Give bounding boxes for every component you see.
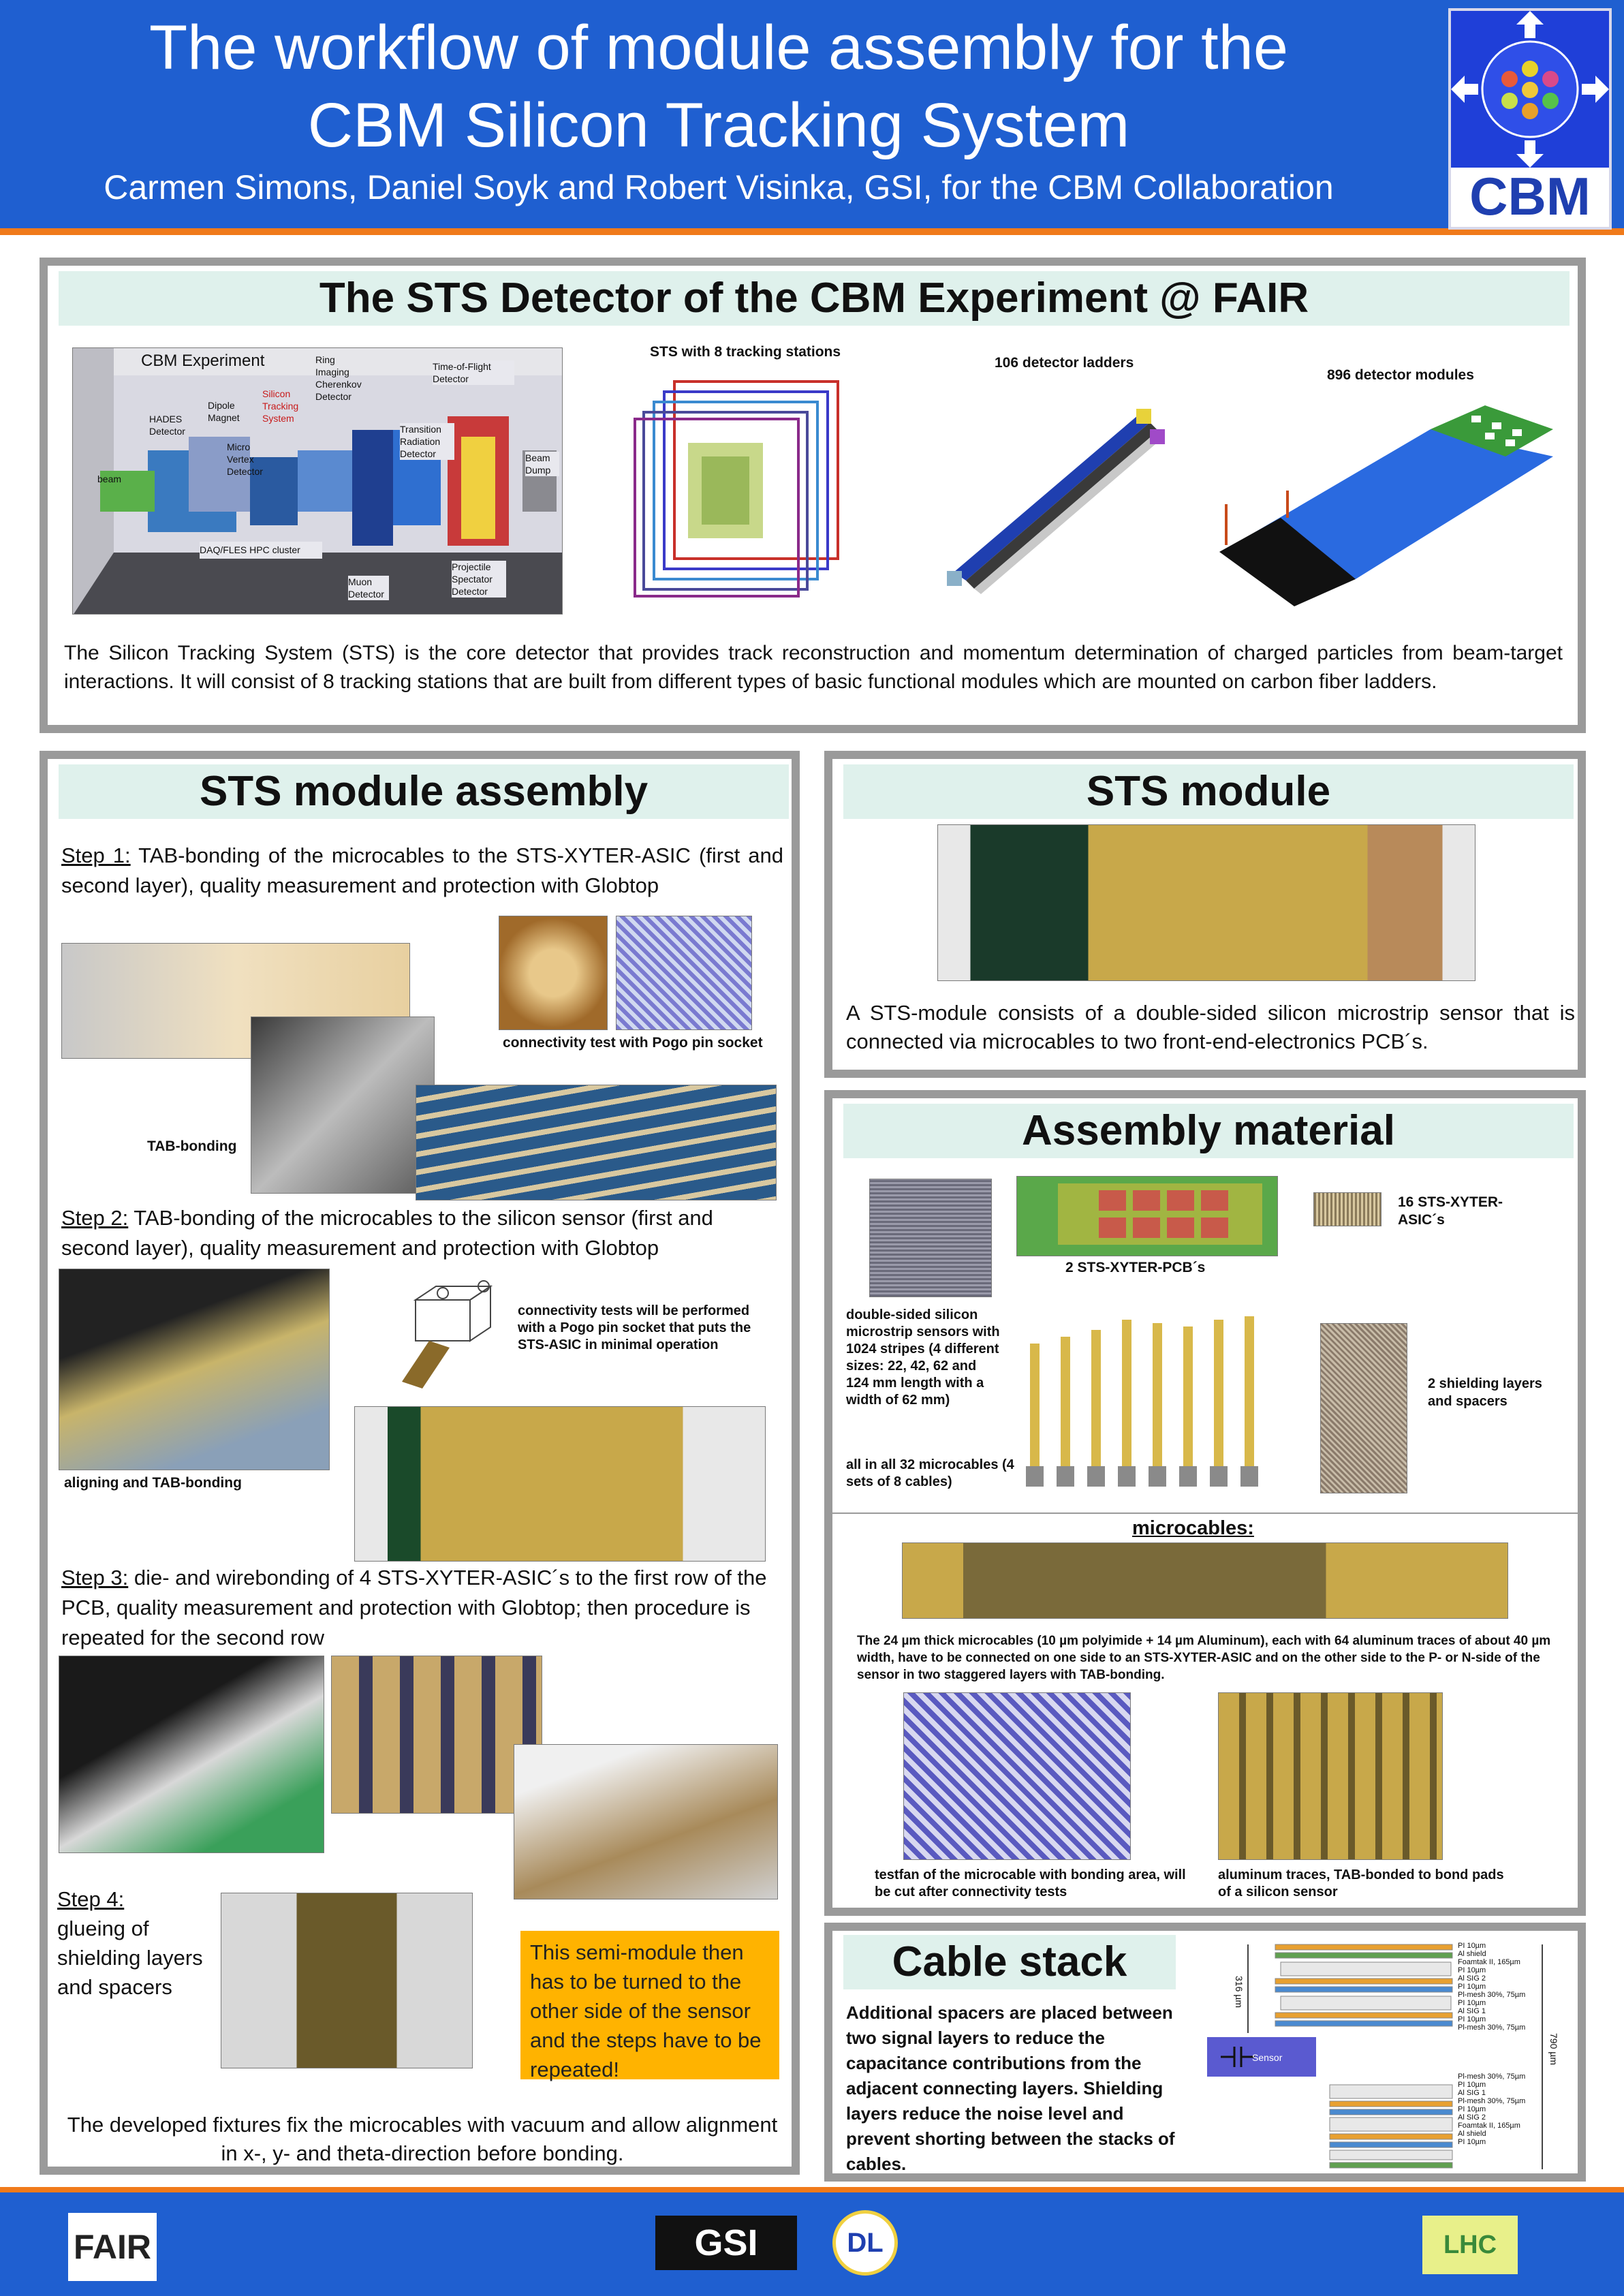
poster-footer [0,2187,1624,2296]
cable-stack-diagram [1193,1938,1568,2176]
cbm-exp-label-dipole: Dipole Magnet [208,400,240,423]
layer-label: Pl-mesh 30%, 75µm [1458,2073,1526,2081]
poster-header [0,0,1624,235]
dl-logo-text: DL [847,2227,884,2258]
step2-photo-align [59,1269,330,1470]
sts-stations-image [627,368,852,600]
step2-text [61,1203,783,1263]
pogo-socket-sketch-icon [402,1273,497,1389]
cbm-logo-text: CBM [1469,166,1591,226]
microcables-set-image [1016,1303,1275,1495]
lhc-logo-text: LHC [1443,2230,1497,2259]
sts-module-description: A STS-module consists of a double-sided silicon microstrip sensor that is connected via microcables to two front-end-electronics PCB´s. [846,1001,1575,1053]
step1-description: TAB-bonding of the microcables to the STS-XYTER-ASIC (first and second layer), quality measurement and protection with Globtop [61,843,783,897]
sts-stations-illustration [627,368,852,600]
poster-title-line2: CBM Silicon Tracking System [307,91,1130,160]
semi-module-callout: This semi-module then has to be turned to the other side of the sensor and the steps have to be repeated! [520,1931,779,2079]
cbm-logo-icon [1451,11,1609,168]
layer-label: PI 10µm [1458,1983,1486,1991]
layer-label: Al SIG 1 [1458,2089,1486,2097]
sts-module-title: STS module [843,764,1574,819]
layer-label: Foamtak II, 165µm [1458,1958,1520,1966]
layer-label: Pl-mesh 30%, 75µm [1458,2023,1526,2032]
pcb-illustration [1017,1177,1278,1256]
step3-label: Step 3: [61,1566,129,1589]
step1-caption-pogo: connectivity test with Pogo pin socket [503,1035,763,1051]
fair-logo-text: FAIR [74,2228,151,2266]
layer-label: PI 10µm [1458,2015,1486,2023]
cbm-exp-label-beam: beam [97,474,122,484]
step3-photo-handling [514,1744,778,1899]
dl-logo [832,2210,898,2276]
layer-label: PI 10µm [1458,1966,1486,1974]
cbm-exp-label-muon: Muon Detector [348,576,389,600]
shielding-caption: 2 shielding layers and spacers [1428,1376,1542,1409]
step1-caption-tab: TAB-bonding [147,1138,237,1154]
cbm-logo [1448,8,1612,230]
layer-label: PI 10µm [1458,2081,1486,2089]
step1-text [61,841,783,901]
pcb-caption: 2 STS-XYTER-PCB´s [1065,1260,1206,1275]
poster-title-line1: The workflow of module assembly for the [149,13,1289,82]
sts-detector-panel [40,258,1586,733]
caption-stations: STS with 8 tracking stations [650,344,841,360]
detector-ladders-image [933,402,1178,606]
step3-photo-bonder [59,1656,324,1853]
gsi-logo-text: GSI [694,2222,758,2263]
cbm-experiment-image [72,347,563,615]
detector-modules-image [1199,402,1553,606]
layer-label: Al SIG 2 [1458,2113,1486,2122]
microcables-set-illustration [1016,1303,1275,1495]
cable-stack-layer-labels [1458,1942,1542,2146]
layer-label: PI 10µm [1458,1942,1486,1950]
layer-label: PI 10µm [1458,1999,1486,2007]
cbm-exp-label-trd: Transition Radiation Detector [400,423,454,460]
step3-text [61,1563,783,1653]
detector-modules-illustration [1199,402,1553,606]
assembly-material-panel [824,1090,1586,1916]
layer-label: Al SIG 2 [1458,1974,1486,1983]
cbm-exp-label-beam-dump: Beam Dump [525,452,559,476]
step1-photo-socket [499,916,608,1030]
step2-caption-conn: connectivity tests will be performed with a Pogo pin socket that puts the STS-ASIC in minimal operation [518,1303,751,1352]
step3-photo-asics [331,1656,542,1814]
cable-stack-panel [824,1923,1586,2182]
cbm-exp-label-daq: DAQ/FLES HPC cluster [200,542,322,559]
layer-label: Foamtak II, 165µm [1458,2122,1520,2130]
cbm-exp-label-hades: HADES Detector [149,414,185,437]
sts-detector-title: The STS Detector of the CBM Experiment @ FAIR [59,271,1570,326]
gsi-logo [655,2216,797,2270]
asic-caption: 16 STS-XYTER-ASIC´s [1398,1194,1503,1228]
module-assembly-panel [40,751,800,2175]
assembly-material-title: Assembly material [843,1104,1574,1158]
microcable-photo [902,1542,1508,1619]
sts-detector-description: The Silicon Tracking System (STS) is the core detector that provides track reconstruction and momentum determination of charged particles from beam-target interactions. It will consist of 8 tracking stations that are built from different types of basic functional modules which are mounted on carbon fiber ladders. [64,642,1563,693]
layer-label: Pl-mesh 30%, 75µm [1458,2097,1526,2105]
cable-stack-dim-top: 316 µm [1234,1976,1245,2008]
fixtures-note: The developed fixtures fix the microcables with vacuum and allow alignment in x-, y- and theta-direction before bonding. [67,2113,778,2165]
cbm-exp-label-tof: Time-of-Flight Detector [433,360,514,385]
step2-socket-sketch [402,1273,497,1389]
step4-label-block [57,1884,234,2002]
pcb-photo [1016,1176,1278,1256]
layer-label: Al SIG 1 [1458,2007,1486,2015]
layer-label: Al shield [1458,2130,1486,2138]
step2-description: TAB-bonding of the microcables to the silicon sensor (first and second layer), quality measurement and protection with Globtop [61,1206,713,1260]
microcables-description: The 24 µm thick microcables (10 µm polyimide + 14 µm Aluminum), each with 64 aluminum traces of about 40 µm width, have to be connected on one side to an STS-XYTER-ASIC and on the other side to the P- or N-side of the sensor in two staggered layers with TAB-bonding. [857,1634,1551,1682]
layer-label: Pl-mesh 30%, 75µm [1458,1991,1526,1999]
sts-module-photo [937,824,1475,981]
cbm-exp-label-rich: Ring Imaging Cherenkov Detector [315,354,362,402]
cbm-exp-label-mvd: Micro Vertex Detector [227,441,263,477]
cbm-exp-label-psd: Projectile Spectator Detector [452,561,506,598]
step1-photo-microcable [616,916,752,1030]
step1-label: Step 1: [61,843,131,867]
step3-description: die- and wirebonding of 4 STS-XYTER-ASIC´s to the first row of the PCB, quality measurement and protection with Globtop; then procedure is repeated for the second row [61,1566,767,1649]
step2-label: Step 2: [61,1206,129,1230]
cable-stack-description: Additional spacers are placed between two signal layers to reduce the capacitance contributions from the adjacent connecting layers. Shielding layers reduce the noise level and prevent shorting between the stacks of cables. [846,2002,1175,2174]
module-assembly-title: STS module assembly [59,764,789,819]
cable-stack-sensor-label: Sensor [1252,2052,1283,2063]
sensor-caption: double-sided silicon microstrip sensors with 1024 stripes (4 different sizes: 22, 42, 62 and 124 mm length with a width of 62 mm) [846,1307,1000,1408]
cable-stack-title: Cable stack [843,1935,1176,1989]
lhc-logo [1422,2216,1518,2274]
asic-photo [1313,1192,1381,1226]
fair-logo [68,2213,157,2281]
step1-photo-cables [416,1085,777,1200]
step4-photo [221,1893,473,2068]
material-divider [832,1512,1578,1514]
cable-stack-dim-total: 790 µm [1548,2033,1559,2065]
microcables-heading: microcables: [1132,1517,1254,1539]
step4-label: Step 4: [57,1887,125,1911]
sts-module-panel [824,751,1586,1078]
microcables-count: all in all 32 microcables (4 sets of 8 cables) [846,1457,1014,1489]
testfan-photo [903,1692,1131,1860]
cbm-exp-label-sts: Silicon Tracking System [262,388,299,424]
step2-caption-align: aligning and TAB-bonding [64,1475,242,1491]
detector-ladders-illustration [933,402,1178,606]
testfan-caption: testfan of the microcable with bonding area, will be cut after connectivity tests [875,1867,1186,1899]
traces-caption: aluminum traces, TAB-bonded to bond pads of a silicon sensor [1218,1867,1504,1899]
caption-modules: 896 detector modules [1327,367,1474,383]
layer-label: PI 10µm [1458,2105,1486,2113]
layer-label: Al shield [1458,1950,1486,1958]
poster-authors: Carmen Simons, Daniel Soyk and Robert Visinka, GSI, for the CBM Collaboration [104,168,1334,206]
traces-photo [1218,1692,1443,1860]
step1-photo-tab-fixture [251,1017,435,1194]
sensor-photo [869,1179,992,1297]
step4-description: glueing of shielding layers and spacers [57,1917,203,1999]
layer-label: PI 10µm [1458,2138,1486,2146]
step2-photo-module [354,1406,766,1562]
shielding-photo [1320,1323,1407,1493]
caption-ladders: 106 detector ladders [995,355,1134,371]
cbm-exp-title: CBM Experiment [141,352,265,370]
